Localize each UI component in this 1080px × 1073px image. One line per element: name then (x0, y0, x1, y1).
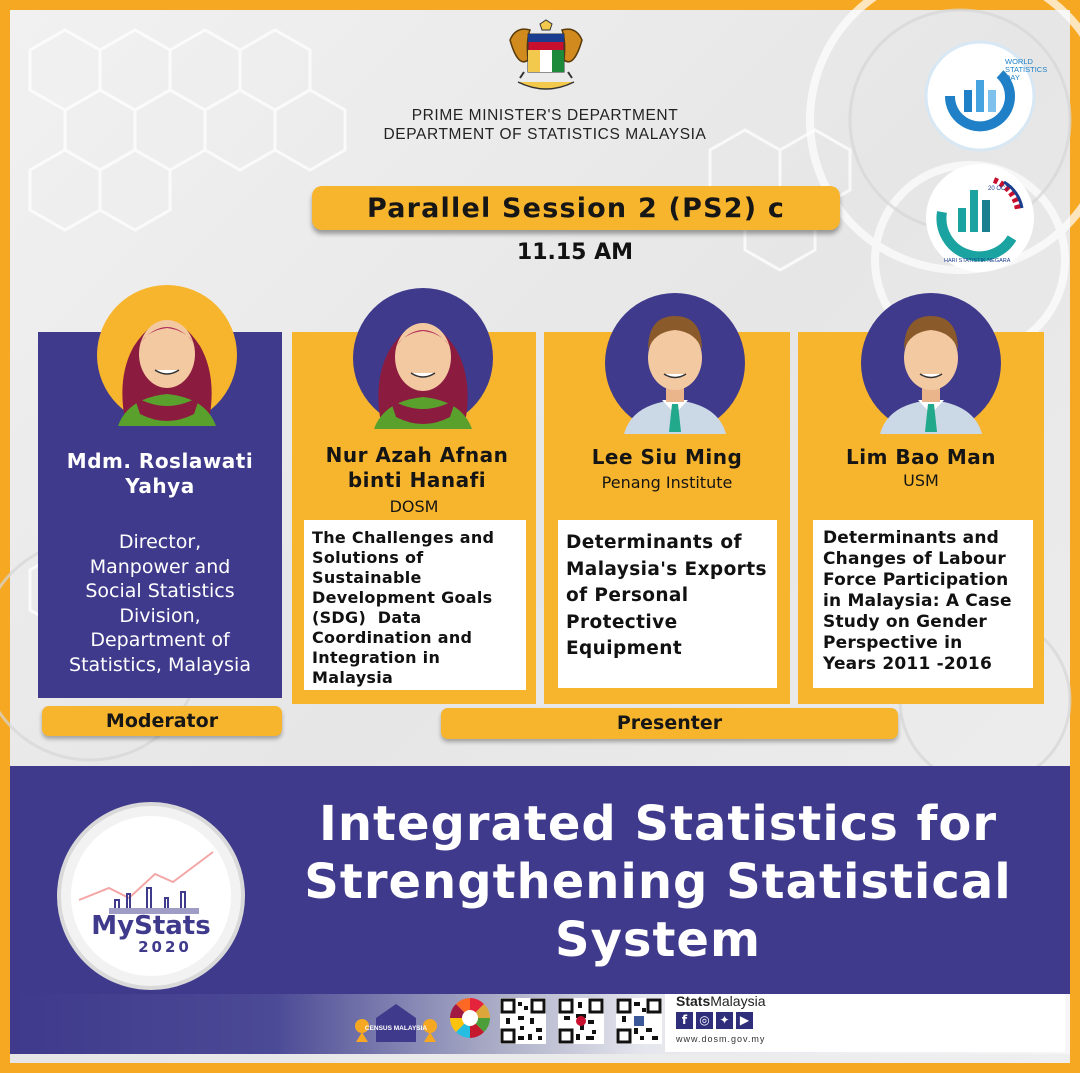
topic-line: Malaysia (312, 668, 394, 687)
topic-line: Coordination and (312, 628, 473, 647)
topic-line: Sustainable (312, 568, 422, 587)
wsd-word-1: WORLD (1005, 57, 1033, 66)
topic-line: Equipment (566, 638, 683, 659)
moderator-name-line-2: Yahya (125, 474, 195, 498)
topic-line: Determinants and (823, 528, 1000, 548)
topic-line: Force Participation (823, 570, 1009, 590)
moderator-role (42, 530, 278, 677)
mystats-year: 2020 (138, 938, 192, 956)
moderator-role-line: Department of (90, 629, 230, 651)
presenter-3-avatar (860, 292, 1002, 434)
sdg-wheel-icon (448, 996, 492, 1040)
moderator-role-line: Manpower and (89, 555, 231, 578)
wsd-word-2: STATISTICS (1005, 65, 1048, 74)
topic-line: Malaysia's Exports (566, 558, 767, 580)
moderator-role-line: Division, (119, 604, 201, 627)
department-heading (355, 106, 735, 144)
theme-line-2: Strengthening Statistical (304, 854, 1012, 910)
topic-line: Solutions of (312, 548, 424, 567)
website-url[interactable]: www.dosm.gov.my (676, 1034, 766, 1044)
coat-of-arms-icon (500, 20, 592, 100)
moderator-role-line: Social Statistics (85, 580, 235, 602)
theme-line-1: Integrated Statistics for (318, 796, 998, 852)
qr-code-icon (616, 998, 662, 1044)
moderator-role-line: Statistics, Malaysia (69, 653, 251, 676)
session-time: 11.15 AM (516, 240, 634, 265)
presenter-2-avatar (604, 292, 746, 434)
topic-line: in Malaysia: A Case (823, 591, 1012, 611)
presenter-1-avatar (352, 287, 494, 429)
topic-line: Years 2011 -2016 (823, 654, 992, 674)
qr-code-icon (558, 998, 604, 1044)
moderator-avatar (96, 284, 238, 426)
moderator-name (38, 449, 282, 499)
brand-bold: Stats (676, 993, 711, 1009)
topic-line: Perspective in (823, 633, 963, 653)
presenter-2-topic (558, 520, 777, 688)
presenter-1-name-line-2: binti Hanafi (347, 468, 487, 492)
hsn-text: HARI STATISTIK NEGARA (944, 258, 1011, 264)
world-statistics-day-logo (924, 40, 1048, 152)
facebook-icon[interactable]: f (676, 1012, 693, 1029)
topic-line: (SDG) Data (312, 608, 422, 627)
department-line-1: PRIME MINISTER'S DEPARTMENT (411, 107, 679, 124)
statsmalaysia-brand (676, 993, 765, 1009)
youtube-icon[interactable]: ▶ (736, 1012, 753, 1029)
presenter-1-institution: DOSM (389, 497, 439, 516)
topic-line: Changes of Labour (823, 549, 1006, 569)
wsd-word-3: DAY (1005, 73, 1020, 82)
census-malaysia-logo (350, 996, 442, 1046)
session-title: Parallel Session 2 (PS2) c (312, 186, 840, 230)
hsn-date: 20 OCT (988, 186, 1010, 192)
presenter-label: Presenter (441, 708, 898, 739)
department-line-2: DEPARTMENT OF STATISTICS MALAYSIA (383, 126, 707, 143)
presenter-3-name: Lim Bao Man (846, 445, 996, 469)
topic-line: The Challenges and (312, 528, 495, 547)
moderator-name-line-1: Mdm. Roslawati (66, 449, 254, 473)
presenter-2-name: Lee Siu Ming (591, 445, 743, 469)
presenter-3-topic (813, 520, 1033, 688)
mystats-name: MyStats (91, 911, 211, 941)
theme-line-3: System (555, 912, 761, 968)
topic-line: Protective (566, 611, 678, 633)
topic-line: Integration in (312, 648, 441, 667)
census-label: CENSUS MALAYSIA (364, 1025, 428, 1032)
instagram-icon[interactable]: ◎ (696, 1012, 713, 1029)
conference-theme (248, 795, 1068, 969)
topic-line: Study on Gender (823, 612, 988, 632)
twitter-icon[interactable]: ✦ (716, 1012, 733, 1029)
topic-line: Determinants of (566, 532, 742, 553)
hari-statistik-negara-logo (924, 162, 1036, 274)
topic-line: of Personal (566, 585, 689, 606)
presenter-3-institution: USM (903, 471, 939, 490)
mystats-logo (55, 800, 247, 992)
presenter-2-institution: Penang Institute (601, 473, 733, 492)
presenter-1-topic (304, 520, 526, 690)
qr-code-icon (500, 998, 546, 1044)
moderator-role-line: Director, (118, 531, 202, 553)
topic-line: Development Goals (312, 588, 493, 607)
presenter-1-name-line-1: Nur Azah Afnan (325, 443, 509, 467)
brand-regular: Malaysia (710, 993, 766, 1009)
moderator-label: Moderator (42, 706, 282, 736)
presenter-1-name (292, 443, 542, 493)
